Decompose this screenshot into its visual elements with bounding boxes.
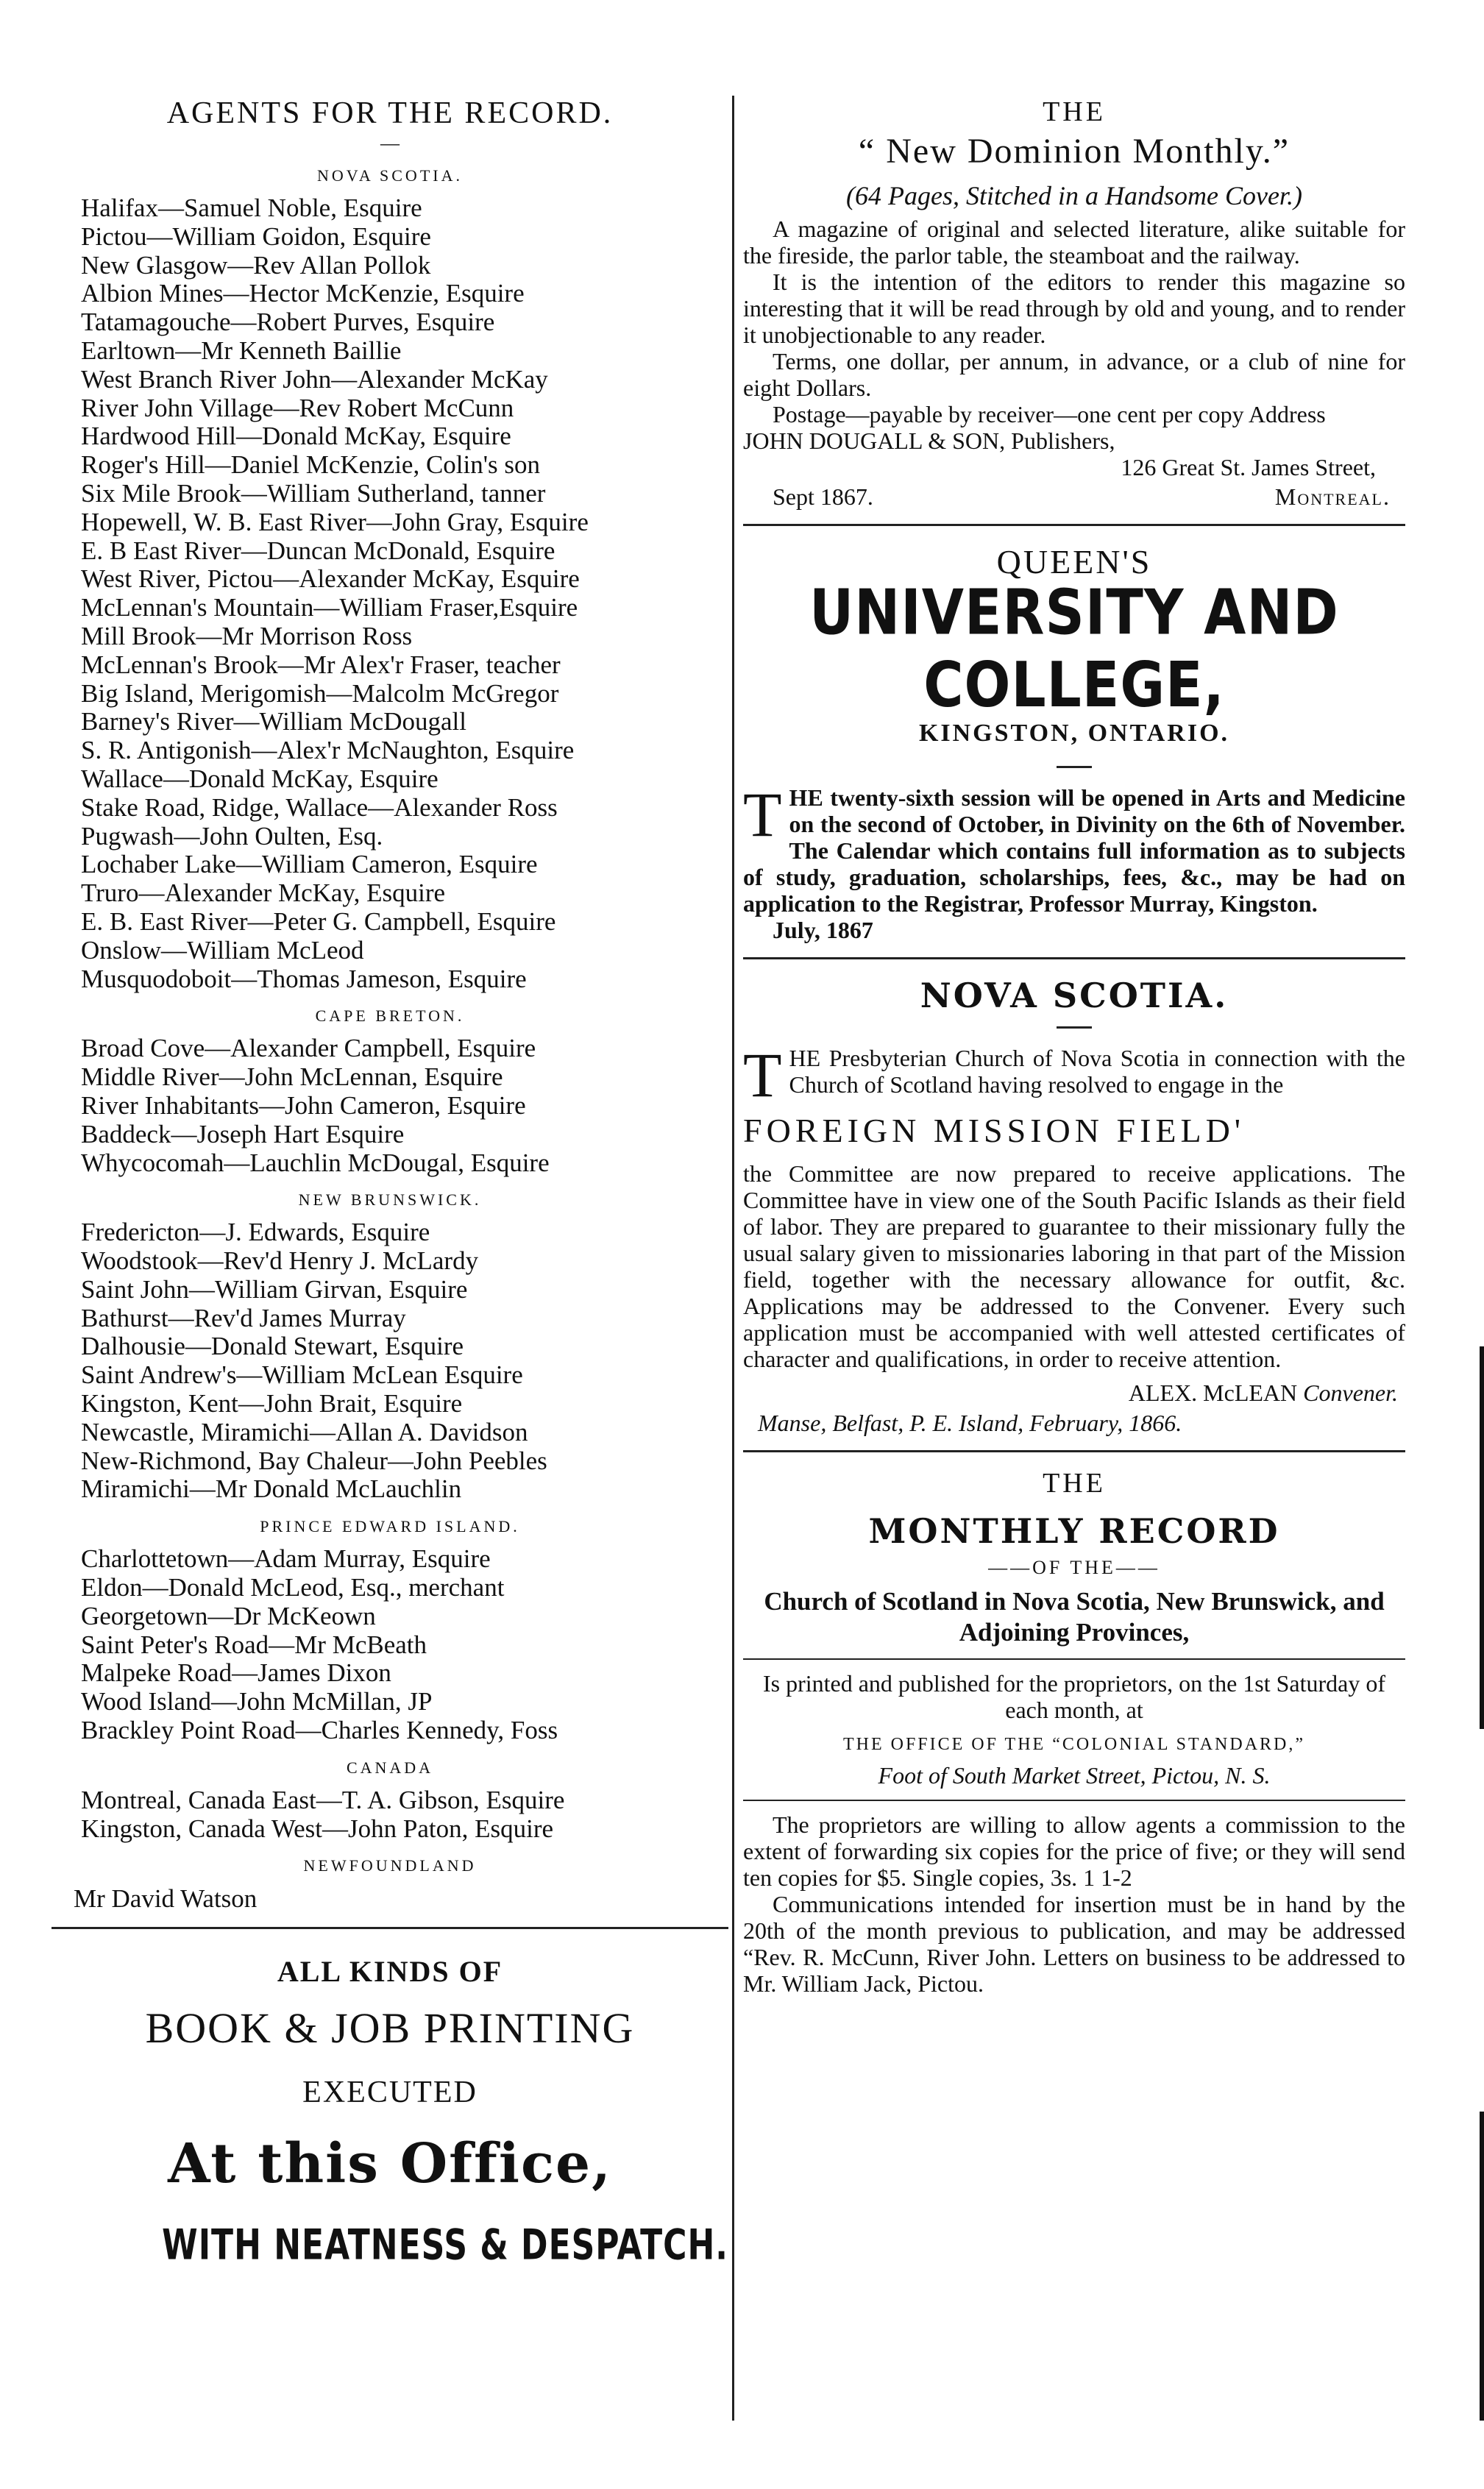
section-rule xyxy=(52,1927,728,1929)
agent-entry: Albion Mines—Hector McKenzie, Esquire xyxy=(81,279,525,308)
ns-title: NOVA SCOTIA. xyxy=(920,976,1229,1015)
mr-paragraph: The proprietors are willing to allow agents a commission to the extent of forwarding six copies for the price of five; or they will send ten copies for $5. Single copies, 3s. 1 1-2 xyxy=(743,1811,1405,1891)
nova-scotia-notice xyxy=(743,976,1405,1437)
mr-the: THE xyxy=(1043,1468,1106,1499)
ns-intro: HE Presbyterian Church of Nova Scotia in connection with the Church of Scotland having resolved to engage in the xyxy=(789,1045,1405,1098)
region-prince-edward-island xyxy=(52,1517,728,1745)
queens-body-block xyxy=(743,779,1405,917)
ns-signature-role: Convener. xyxy=(1303,1380,1398,1406)
ndm-paragraph: Terms, one dollar, per annum, in advance, or a club of nine for eight Dollars. xyxy=(743,348,1405,401)
ns-foreign-mission: FOREIGN MISSION FIELD' xyxy=(743,1112,1246,1149)
ns-signature-name: ALEX. McLEAN xyxy=(1128,1380,1298,1406)
scan-edge-bar xyxy=(1480,1346,1484,1729)
agent-entry: E. B. East River—Peter G. Campbell, Esquire xyxy=(81,906,556,936)
agent-entry: Halifax—Samuel Noble, Esquire xyxy=(81,193,422,222)
agent-entry: Brackley Point Road—Charles Kennedy, Foss xyxy=(81,1716,558,1745)
drop-cap: T xyxy=(743,779,782,850)
agent-entry: Truro—Alexander McKay, Esquire xyxy=(81,878,446,908)
region-title: NOVA SCOTIA. xyxy=(317,166,463,185)
column-divider xyxy=(732,96,734,2421)
section-rule xyxy=(743,1800,1405,1801)
ns-place-date: Manse, Belfast, P. E. Island, February, 1866. xyxy=(758,1410,1182,1436)
ndm-city: Montreal. xyxy=(1274,483,1391,510)
agent-entry: Mr David Watson xyxy=(74,1884,258,1914)
queens-advertisement xyxy=(743,542,1405,944)
small-dash xyxy=(743,759,1405,771)
region-new-brunswick xyxy=(52,1190,728,1504)
ndm-street: 126 Great St. James Street, xyxy=(1121,454,1376,480)
mr-title: MONTHLY RECORD xyxy=(868,1511,1280,1551)
agent-list xyxy=(81,1786,728,1844)
section-rule xyxy=(743,1450,1405,1452)
ndm-paragraph: It is the intention of the editors to render this magazine so interesting that it will be read through by old and young, and to render it unobjectionable to any reader. xyxy=(743,269,1405,348)
agent-entry: Middle River—John McLennan, Esquire xyxy=(81,1062,503,1092)
region-title: NEWFOUNDLAND xyxy=(303,1856,477,1875)
ad-neatness: WITH NEATNESS & DESPATCH. xyxy=(162,2221,728,2270)
region-newfoundland xyxy=(52,1856,728,1914)
agent-list xyxy=(81,1034,728,1177)
queens-date: July, 1867 xyxy=(773,917,873,943)
agent-entry: Lochaber Lake—William Cameron, Esquire xyxy=(81,850,538,879)
queens-title: QUEEN'S xyxy=(996,543,1152,580)
agent-entry: Tatamagouche—Robert Purves, Esquire xyxy=(81,308,495,337)
agent-entry: Saint Andrew's—William McLean Esquire xyxy=(81,1360,523,1390)
agent-entry: Eldon—Donald McLeod, Esq., merchant xyxy=(81,1573,505,1602)
agent-entry: Hardwood Hill—Donald McKay, Esquire xyxy=(81,422,511,451)
small-dash xyxy=(743,1020,1405,1032)
ad-all-kinds: ALL KINDS OF xyxy=(277,1955,503,1989)
ndm-paragraph: Postage—payable by receiver—one cent per copy Address xyxy=(773,401,1326,427)
agent-entry: Bathurst—Rev'd James Murray xyxy=(81,1303,406,1332)
agent-entry: Dalhousie—Donald Stewart, Esquire xyxy=(81,1332,464,1361)
agent-entry: Pugwash—John Oulten, Esq. xyxy=(81,821,383,851)
mr-office: THE OFFICE OF THE “COLONIAL STANDARD,” xyxy=(842,1735,1306,1754)
region-title: NEW BRUNSWICK. xyxy=(298,1190,482,1210)
agent-entry: Georgetown—Dr McKeown xyxy=(81,1601,376,1630)
region-canada xyxy=(52,1758,728,1844)
agent-entry: West Branch River John—Alexander McKay xyxy=(81,364,548,394)
agent-entry: Hopewell, W. B. East River—John Gray, Esquire xyxy=(81,507,589,536)
agent-entry: Kingston, Canada West—John Paton, Esquire xyxy=(81,1814,554,1843)
queens-location: KINGSTON, ONTARIO. xyxy=(918,720,1230,747)
ns-intro-block xyxy=(743,1040,1405,1110)
ndm-subtitle: (64 Pages, Stitched in a Handsome Cover.) xyxy=(846,181,1302,210)
ndm-date: Sept 1867. xyxy=(773,483,873,510)
ns-body: the Committee are now prepared to receive applications. The Committee have in view one of the South Pacific Islands as their field of labor. They are prepared to guarantee to their missionary fully the usual salary given to missionaries laboring in that part of the Mission field, together with the necessary allowance for outfit, &c. Applications may be addressed to the Convener. Every such application must be accompanied with well attested certificates of character and qualifications, in order to receive attention. xyxy=(743,1160,1405,1372)
agent-entry: Broad Cove—Alexander Campbell, Esquire xyxy=(81,1034,536,1063)
agent-entry: Kingston, Kent—John Brait, Esquire xyxy=(81,1389,463,1419)
agent-entry: Montreal, Canada East—T. A. Gibson, Esquire xyxy=(81,1785,565,1814)
agent-entry: Earltown—Mr Kenneth Baillie xyxy=(81,335,402,365)
agent-entry: Whycocomah—Lauchlin McDougal, Esquire xyxy=(81,1148,550,1177)
section-rule xyxy=(743,524,1405,526)
agent-entry: McLennan's Mountain—William Fraser,Esquire xyxy=(81,593,578,622)
region-cape-breton xyxy=(52,1006,728,1177)
agent-entry: Newcastle, Miramichi—Allan A. Davidson xyxy=(81,1417,528,1446)
scan-edge-bar xyxy=(1480,2112,1484,2421)
section-rule xyxy=(743,1658,1405,1660)
mr-church: Church of Scotland in Nova Scotia, New Brunswick, and Adjoining Provinces, xyxy=(764,1587,1385,1647)
ad-at-this-office: At this Office, xyxy=(168,2132,612,2196)
mr-foot: Foot of South Market Street, Pictou, N. S. xyxy=(878,1762,1271,1789)
drop-cap: T xyxy=(743,1040,782,1110)
ad-executed: EXECUTED xyxy=(302,2076,477,2110)
ndm-date-row xyxy=(773,483,1391,511)
agent-entry: Saint John—William Girvan, Esquire xyxy=(81,1274,468,1304)
monthly-record-notice xyxy=(743,1467,1405,1997)
agent-entry: S. R. Antigonish—Alex'r McNaughton, Esquire xyxy=(81,736,575,765)
ndm-publisher: JOHN DOUGALL & SON, Publishers, xyxy=(743,427,1115,454)
agent-entry: E. B East River—Duncan McDonald, Esquire xyxy=(81,536,555,565)
ns-signature xyxy=(743,1380,1398,1407)
region-title: CANADA xyxy=(346,1758,434,1777)
agent-entry: Woodstook—Rev'd Henry J. McLardy xyxy=(81,1246,479,1276)
agent-entry: Mill Brook—Mr Morrison Ross xyxy=(81,621,413,650)
ndm-the: THE xyxy=(1043,96,1106,127)
mr-printed: Is printed and published for the proprietors, on the 1st Saturday of each month, at xyxy=(762,1670,1386,1723)
agent-entry: Big Island, Merigomish—Malcolm McGregor xyxy=(81,678,559,708)
agent-entry: McLennan's Brook—Mr Alex'r Fraser, teacher xyxy=(81,650,561,679)
agent-entry: New-Richmond, Bay Chaleur—John Peebles xyxy=(81,1446,547,1475)
notices-column xyxy=(743,88,1405,1997)
ad-book-job: BOOK & JOB PRINTING xyxy=(145,2004,635,2053)
mr-paragraph: Communications intended for insertion must be in hand by the 20th of the month previous to publication, and may be addressed “Rev. R. McCunn, River John. Letters on business to be addressed to Mr. William Jack, Pictou. xyxy=(743,1891,1405,1997)
agent-entry: Charlottetown—Adam Murray, Esquire xyxy=(81,1544,491,1574)
agent-entry: Barney's River—William McDougall xyxy=(81,707,466,736)
mr-of-the: ——OF THE—— xyxy=(988,1557,1160,1578)
agent-entry: Onslow—William McLeod xyxy=(81,935,364,965)
agent-entry: River Inhabitants—John Cameron, Esquire xyxy=(81,1090,526,1120)
agent-list xyxy=(81,1218,728,1504)
agent-list xyxy=(81,1545,728,1745)
heading-dash: — xyxy=(380,132,400,154)
agent-entry: Stake Road, Ridge, Wallace—Alexander Ross xyxy=(81,792,558,822)
queens-body: HE twenty-sixth session will be opened in Arts and Medicine on the second of October, in Divinity on the 6th of November. The Calendar which contains full information as to subjects of study, graduation, scholarships, fees, &c., may be had on application to the Registrar, Professor Murray, Kingston. xyxy=(743,784,1405,917)
agent-entry: River John Village—Rev Robert McCunn xyxy=(81,393,514,422)
agent-entry: Six Mile Brook—William Sutherland, tanner xyxy=(81,478,546,508)
agents-column xyxy=(52,88,728,2270)
ndm-advertisement xyxy=(743,96,1405,511)
agent-entry: Wood Island—John McMillan, JP xyxy=(81,1687,433,1716)
agent-entry: Wallace—Donald McKay, Esquire xyxy=(81,764,439,793)
region-title: CAPE BRETON. xyxy=(315,1006,465,1026)
agent-entry: West River, Pictou—Alexander McKay, Esquire xyxy=(81,564,580,594)
agents-heading: AGENTS FOR THE RECORD. xyxy=(166,96,614,130)
agent-entry: Miramichi—Mr Donald McLauchlin xyxy=(81,1474,462,1504)
agent-entry: Roger's Hill—Daniel McKenzie, Colin's son xyxy=(81,450,541,480)
agent-entry: New Glasgow—Rev Allan Pollok xyxy=(81,250,431,280)
ndm-paragraph: A magazine of original and selected literature, alike suitable for the fireside, the parlor table, the steamboat and the railway. xyxy=(743,216,1405,269)
ndm-title: “ New Dominion Monthly.” xyxy=(858,132,1290,171)
agent-entry: Fredericton—J. Edwards, Esquire xyxy=(81,1218,430,1247)
printing-advertisement xyxy=(52,1954,728,2270)
queens-university: UNIVERSITY AND COLLEGE, xyxy=(809,576,1339,722)
section-rule xyxy=(743,957,1405,959)
agent-entry: Pictou—William Goidon, Esquire xyxy=(81,221,431,251)
agent-entry: Baddeck—Joseph Hart Esquire xyxy=(81,1119,405,1148)
agent-entry: Malpeke Road—James Dixon xyxy=(81,1658,391,1688)
agent-entry: Musquodoboit—Thomas Jameson, Esquire xyxy=(81,964,527,993)
agent-entry: Saint Peter's Road—Mr McBeath xyxy=(81,1630,427,1659)
agent-list xyxy=(81,194,728,993)
region-nova-scotia xyxy=(52,166,728,993)
region-title: PRINCE EDWARD ISLAND. xyxy=(260,1517,520,1536)
